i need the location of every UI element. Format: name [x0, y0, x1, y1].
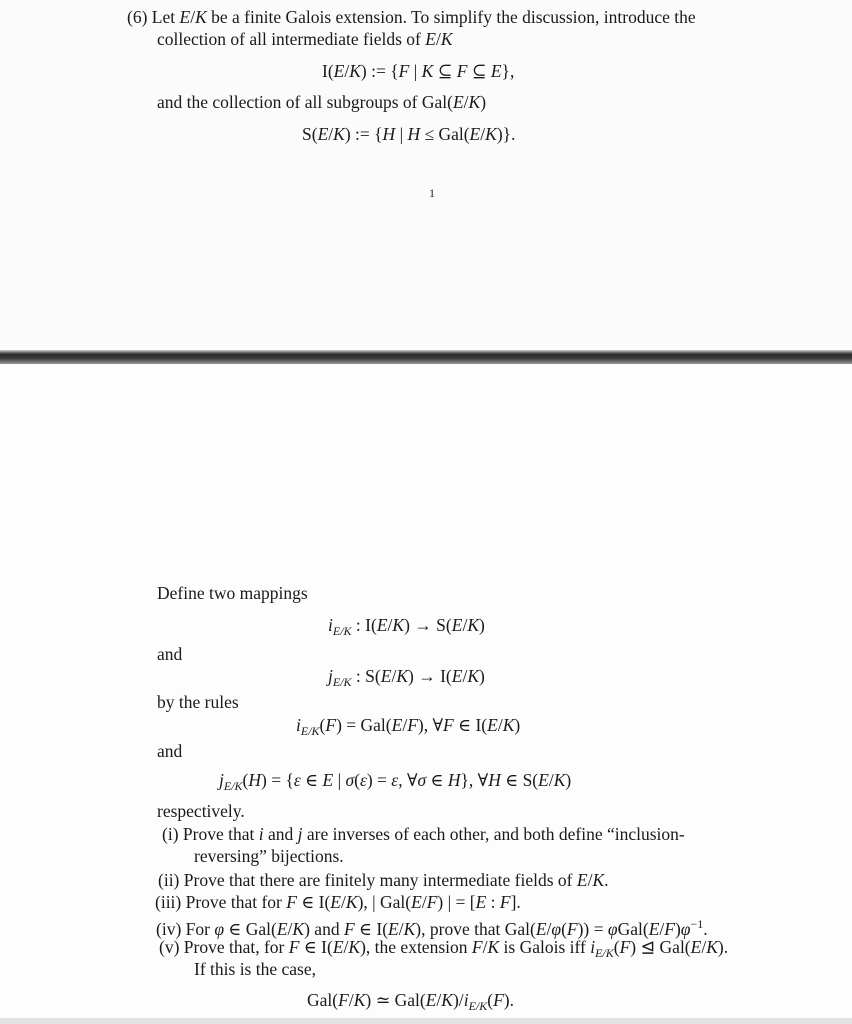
item-ii: (ii) Prove that there are finitely many intermediate fields of E/K. [158, 870, 609, 890]
by-rules: by the rules [157, 692, 239, 712]
item-iii-label: (iii) [155, 892, 182, 912]
definition-I: I(E/K) := {F | K ⊆ F ⊆ E}, [322, 61, 515, 81]
definition-S: S(E/K) := {H | H ≤ Gal(E/K)}. [302, 124, 516, 144]
item-v: (v) Prove that, for F ∈ I(E/K), the extension F/K is Galois iff $i_{E/K}(F)$ ⊴ Gal(E/K). [159, 937, 729, 960]
page-bottom [0, 364, 852, 1024]
respectively: respectively. [157, 801, 245, 821]
item-i-cont: reversing” bijections. [194, 846, 344, 866]
item-iv-label: (iv) [156, 919, 182, 939]
problem-line-1: (6) Let E/K be a finite Galois extension. To simplify the discussion, introduce the [127, 7, 696, 27]
map-j: $j_{E/K}$ : S(E/K) → I(E/K) [328, 666, 485, 689]
page-top [0, 0, 852, 352]
and-2: and [157, 741, 183, 761]
final-formula: Gal(F/K) ≃ $Gal(E/K)/i_{E/K}(F)$. [307, 990, 514, 1013]
item-v-cont: If this is the case, [194, 959, 316, 979]
problem-number: (6) [127, 7, 148, 27]
define-text: Define two mappings [157, 583, 308, 603]
and-1: and [157, 644, 183, 664]
item-v-label: (v) [159, 937, 180, 957]
rule-i: $i_{E/K}(F) = Gal(E/F)$, ∀F ∈ I(E/K) [296, 715, 521, 738]
item-iii: (iii) Prove that for F ∈ I(E/K), | Gal(E/F) | = [E : F]. [155, 892, 521, 912]
map-i: $i_{E/K}$ : I(E/K) → S(E/K) [328, 615, 485, 638]
rule-j: $j_{E/K}(H) = \{\varepsilon$ ∈ E | σ(ε) = ε, ∀σ ∈ H}, ∀H ∈ S(E/K) [219, 770, 572, 793]
item-i-label: (i) [162, 824, 179, 844]
item-ii-label: (ii) [158, 870, 180, 890]
page-divider [0, 350, 852, 364]
item-i: (i) Prove that i and j are inverses of each other, and both define “inclusion- [162, 824, 685, 844]
problem-line-2: collection of all intermediate fields of E/K [157, 29, 453, 49]
page-number: 1 [429, 186, 435, 200]
item-iv: (iv) For φ ∈ Gal(E/K) and F ∈ I(E/K), prove that $Gal(E/\varphi(F)) = \varphi Gal(E/F)\varphi^{-1}$. [156, 917, 708, 939]
mid-line: and the collection of all subgroups of Gal(E/K) [157, 92, 487, 112]
bottom-edge [0, 1018, 852, 1024]
